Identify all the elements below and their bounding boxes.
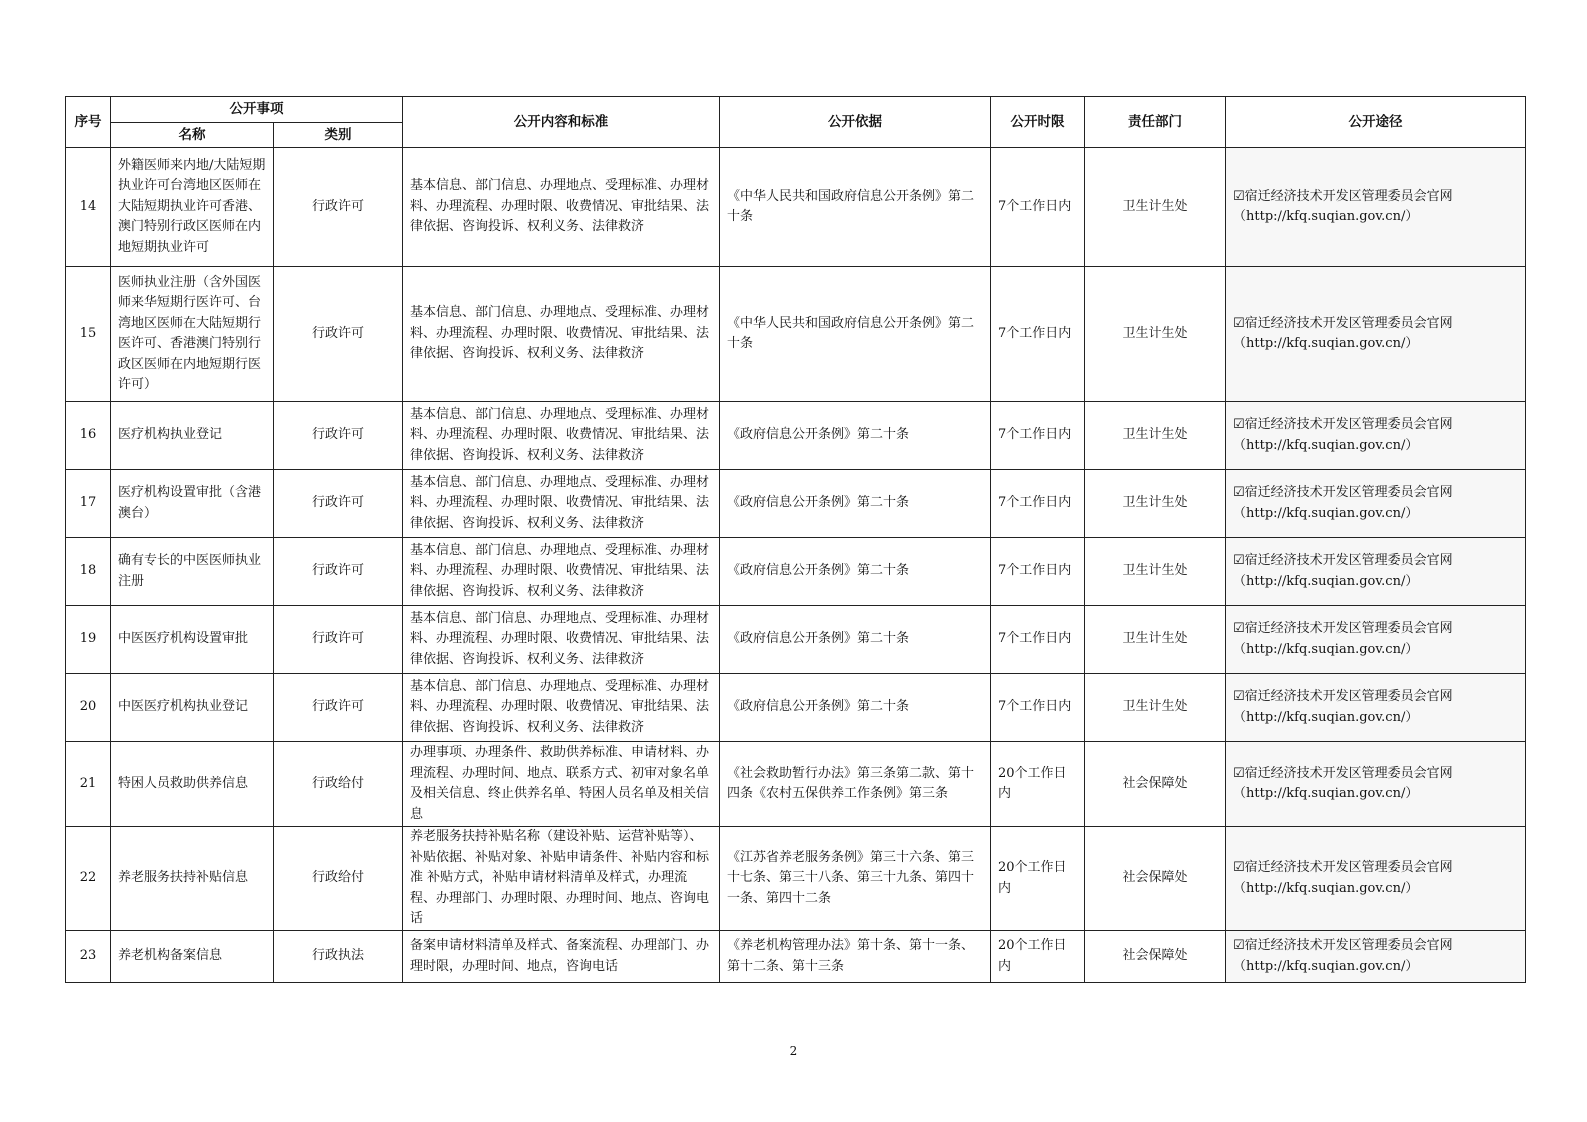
cell-no: 15 — [66, 267, 111, 402]
cell-department: 社会保障处 — [1085, 827, 1226, 931]
cell-no: 21 — [66, 742, 111, 827]
cell-no: 18 — [66, 538, 111, 606]
table-body — [66, 148, 1526, 983]
checkbox-icon: ☑ — [1233, 188, 1245, 204]
route-site: 宿迁经济技术开发区管理委员会官网 — [1244, 315, 1453, 331]
checkbox-icon: ☑ — [1233, 417, 1245, 432]
cell-time-limit: 7个工作日内 — [991, 606, 1085, 674]
checkbox-icon: ☑ — [1233, 938, 1245, 953]
table-row — [66, 470, 1526, 538]
cell-no: 19 — [66, 606, 111, 674]
cell-category: 行政给付 — [274, 827, 403, 931]
route-site: 宿迁经济技术开发区管理委员会官网 — [1244, 188, 1453, 204]
route-url-link[interactable]: （http://kfq.suqian.gov.cn/） — [1233, 573, 1419, 589]
cell-content: 基本信息、部门信息、办理地点、受理标准、办理材料、办理流程、办理时限、收费情况、审批结果、法律依据、咨询投诉、权利义务、法律救济 — [403, 148, 720, 267]
route-site: 宿迁经济技术开发区管理委员会官网 — [1244, 860, 1453, 875]
cell-name: 医师执业注册（含外国医师来华短期行医许可、台湾地区医师在大陆短期行医许可、香港澳门特别行政区医师在内地短期行医许可） — [111, 267, 274, 402]
cell-time-limit: 7个工作日内 — [991, 470, 1085, 538]
cell-category: 行政许可 — [274, 148, 403, 267]
cell-department: 卫生计生处 — [1085, 538, 1226, 606]
cell-content: 基本信息、部门信息、办理地点、受理标准、办理材料、办理流程、办理时限、收费情况、审批结果、法律依据、咨询投诉、权利义务、法律救济 — [403, 606, 720, 674]
route-url-link[interactable]: （http://kfq.suqian.gov.cn/） — [1233, 336, 1419, 351]
table-row — [66, 148, 1526, 267]
cell-category: 行政许可 — [274, 674, 403, 742]
cell-content: 基本信息、部门信息、办理地点、受理标准、办理材料、办理流程、办理时限、收费情况、审批结果、法律依据、咨询投诉、权利义务、法律救济 — [403, 267, 720, 402]
cell-department: 卫生计生处 — [1085, 267, 1226, 402]
cell-content: 备案申请材料清单及样式、备案流程、办理部门、办理时限，办理时间、地点，咨询电话 — [403, 931, 720, 983]
cell-content: 基本信息、部门信息、办理地点、受理标准、办理材料、办理流程、办理时限、收费情况、审批结果、法律依据、咨询投诉、权利义务、法律救济 — [403, 470, 720, 538]
cell-route — [1226, 148, 1526, 267]
cell-content: 办理事项、办理条件、救助供养标准、申请材料、办理流程、办理时间、地点、联系方式、初审对象名单及相关信息、终止供养名单、特困人员名单及相关信息 — [403, 742, 720, 827]
header-category: 类别 — [274, 123, 403, 148]
cell-name: 外籍医师来内地/大陆短期执业许可台湾地区医师在大陆短期执业许可香港、澳门特别行政区医师在内地短期执业许可 — [111, 148, 274, 267]
cell-department: 卫生计生处 — [1085, 606, 1226, 674]
cell-category: 行政许可 — [274, 470, 403, 538]
cell-category: 行政执法 — [274, 931, 403, 983]
checkbox-icon: ☑ — [1233, 621, 1245, 636]
cell-basis: 《社会救助暂行办法》第三条第二款、第十四条《农村五保供养工作条例》第三条 — [720, 742, 991, 827]
cell-time-limit: 20个工作日内 — [991, 827, 1085, 931]
cell-time-limit: 20个工作日内 — [991, 742, 1085, 827]
cell-department: 社会保障处 — [1085, 931, 1226, 983]
route-site: 宿迁经济技术开发区管理委员会官网 — [1244, 938, 1453, 953]
route-url-link[interactable]: （http://kfq.suqian.gov.cn/） — [1233, 709, 1419, 725]
checkbox-icon: ☑ — [1233, 315, 1245, 331]
cell-route — [1226, 674, 1526, 742]
cell-department: 社会保障处 — [1085, 742, 1226, 827]
cell-time-limit: 7个工作日内 — [991, 402, 1085, 470]
route-site: 宿迁经济技术开发区管理委员会官网 — [1244, 553, 1453, 568]
header-no: 序号 — [66, 97, 111, 148]
table-row — [66, 538, 1526, 606]
cell-basis: 《政府信息公开条例》第二十条 — [720, 470, 991, 538]
cell-route — [1226, 606, 1526, 674]
checkbox-icon: ☑ — [1233, 765, 1245, 781]
cell-category: 行政许可 — [274, 538, 403, 606]
cell-name: 医疗机构设置审批（含港澳台） — [111, 470, 274, 538]
cell-category: 行政给付 — [274, 742, 403, 827]
cell-time-limit: 7个工作日内 — [991, 148, 1085, 267]
cell-no: 23 — [66, 931, 111, 983]
cell-department: 卫生计生处 — [1085, 674, 1226, 742]
checkbox-icon: ☑ — [1233, 485, 1245, 500]
table-row — [66, 931, 1526, 983]
cell-department: 卫生计生处 — [1085, 470, 1226, 538]
cell-name: 养老机构备案信息 — [111, 931, 274, 983]
disclosure-table — [65, 96, 1526, 983]
cell-route — [1226, 267, 1526, 402]
cell-no: 17 — [66, 470, 111, 538]
header-content: 公开内容和标准 — [403, 97, 720, 148]
checkbox-icon: ☑ — [1233, 689, 1245, 704]
checkbox-icon: ☑ — [1233, 860, 1245, 875]
cell-department: 卫生计生处 — [1085, 402, 1226, 470]
cell-no: 22 — [66, 827, 111, 931]
route-site: 宿迁经济技术开发区管理委员会官网 — [1244, 689, 1453, 704]
route-url-link[interactable]: （http://kfq.suqian.gov.cn/） — [1233, 880, 1419, 896]
cell-content: 基本信息、部门信息、办理地点、受理标准、办理材料、办理流程、办理时限、收费情况、审批结果、法律依据、咨询投诉、权利义务、法律救济 — [403, 402, 720, 470]
cell-route — [1226, 538, 1526, 606]
cell-basis: 《养老机构管理办法》第十条、第十一条、第十二条、第十三条 — [720, 931, 991, 983]
cell-route — [1226, 742, 1526, 827]
cell-basis: 《政府信息公开条例》第二十条 — [720, 606, 991, 674]
route-url-link[interactable]: （http://kfq.suqian.gov.cn/） — [1233, 786, 1419, 801]
header-route: 公开途径 — [1226, 97, 1526, 148]
table-row — [66, 742, 1526, 827]
cell-time-limit: 7个工作日内 — [991, 674, 1085, 742]
cell-name: 中医医疗机构设置审批 — [111, 606, 274, 674]
cell-basis: 《江苏省养老服务条例》第三十六条、第三十七条、第三十八条、第三十九条、第四十一条、第四十二条 — [720, 827, 991, 931]
route-url-link[interactable]: （http://kfq.suqian.gov.cn/） — [1233, 437, 1419, 453]
header-name: 名称 — [111, 123, 274, 148]
cell-category: 行政许可 — [274, 402, 403, 470]
cell-route — [1226, 402, 1526, 470]
cell-category: 行政许可 — [274, 267, 403, 402]
table-header — [66, 97, 1526, 148]
cell-content: 基本信息、部门信息、办理地点、受理标准、办理材料、办理流程、办理时限、收费情况、审批结果、法律依据、咨询投诉、权利义务、法律救济 — [403, 674, 720, 742]
cell-content: 基本信息、部门信息、办理地点、受理标准、办理材料、办理流程、办理时限、收费情况、审批结果、法律依据、咨询投诉、权利义务、法律救济 — [403, 538, 720, 606]
cell-name: 医疗机构执业登记 — [111, 402, 274, 470]
header-time-limit: 公开时限 — [991, 97, 1085, 148]
cell-no: 20 — [66, 674, 111, 742]
cell-category: 行政许可 — [274, 606, 403, 674]
cell-route — [1226, 470, 1526, 538]
cell-time-limit: 20个工作日内 — [991, 931, 1085, 983]
route-site: 宿迁经济技术开发区管理委员会官网 — [1244, 765, 1453, 781]
cell-basis: 《政府信息公开条例》第二十条 — [720, 402, 991, 470]
route-url-link[interactable]: （http://kfq.suqian.gov.cn/） — [1233, 641, 1419, 657]
header-department: 责任部门 — [1085, 97, 1226, 148]
cell-name: 养老服务扶持补贴信息 — [111, 827, 274, 931]
page-number: 2 — [789, 1044, 798, 1058]
route-site: 宿迁经济技术开发区管理委员会官网 — [1244, 417, 1453, 432]
cell-basis: 《中华人民共和国政府信息公开条例》第二十条 — [720, 267, 991, 402]
cell-time-limit: 7个工作日内 — [991, 538, 1085, 606]
table-row — [66, 827, 1526, 931]
route-url-link[interactable]: （http://kfq.suqian.gov.cn/） — [1233, 958, 1419, 974]
cell-route — [1226, 931, 1526, 983]
cell-basis: 《政府信息公开条例》第二十条 — [720, 674, 991, 742]
table-row — [66, 674, 1526, 742]
cell-name: 确有专长的中医医师执业注册 — [111, 538, 274, 606]
checkbox-icon: ☑ — [1233, 553, 1245, 568]
cell-basis: 《中华人民共和国政府信息公开条例》第二十条 — [720, 148, 991, 267]
header-basis: 公开依据 — [720, 97, 991, 148]
cell-no: 16 — [66, 402, 111, 470]
cell-time-limit: 7个工作日内 — [991, 267, 1085, 402]
cell-basis: 《政府信息公开条例》第二十条 — [720, 538, 991, 606]
cell-no: 14 — [66, 148, 111, 267]
route-site: 宿迁经济技术开发区管理委员会官网 — [1244, 485, 1453, 500]
route-url-link[interactable]: （http://kfq.suqian.gov.cn/） — [1233, 505, 1419, 521]
cell-name: 特困人员救助供养信息 — [111, 742, 274, 827]
cell-content: 养老服务扶持补贴名称（建设补贴、运营补贴等）、补贴依据、补贴对象、补贴申请条件、补贴内容和标准 补贴方式，补贴申请材料清单及样式，办理流程、办理部门、办理时限、办理时间、地点、咨询电话 — [403, 827, 720, 931]
header-item-group: 公开事项 — [111, 97, 403, 123]
route-site: 宿迁经济技术开发区管理委员会官网 — [1244, 621, 1453, 636]
route-url-link[interactable]: （http://kfq.suqian.gov.cn/） — [1233, 209, 1419, 224]
cell-name: 中医医疗机构执业登记 — [111, 674, 274, 742]
cell-department: 卫生计生处 — [1085, 148, 1226, 267]
table-row — [66, 267, 1526, 402]
table-row — [66, 606, 1526, 674]
cell-route — [1226, 827, 1526, 931]
table-row — [66, 402, 1526, 470]
